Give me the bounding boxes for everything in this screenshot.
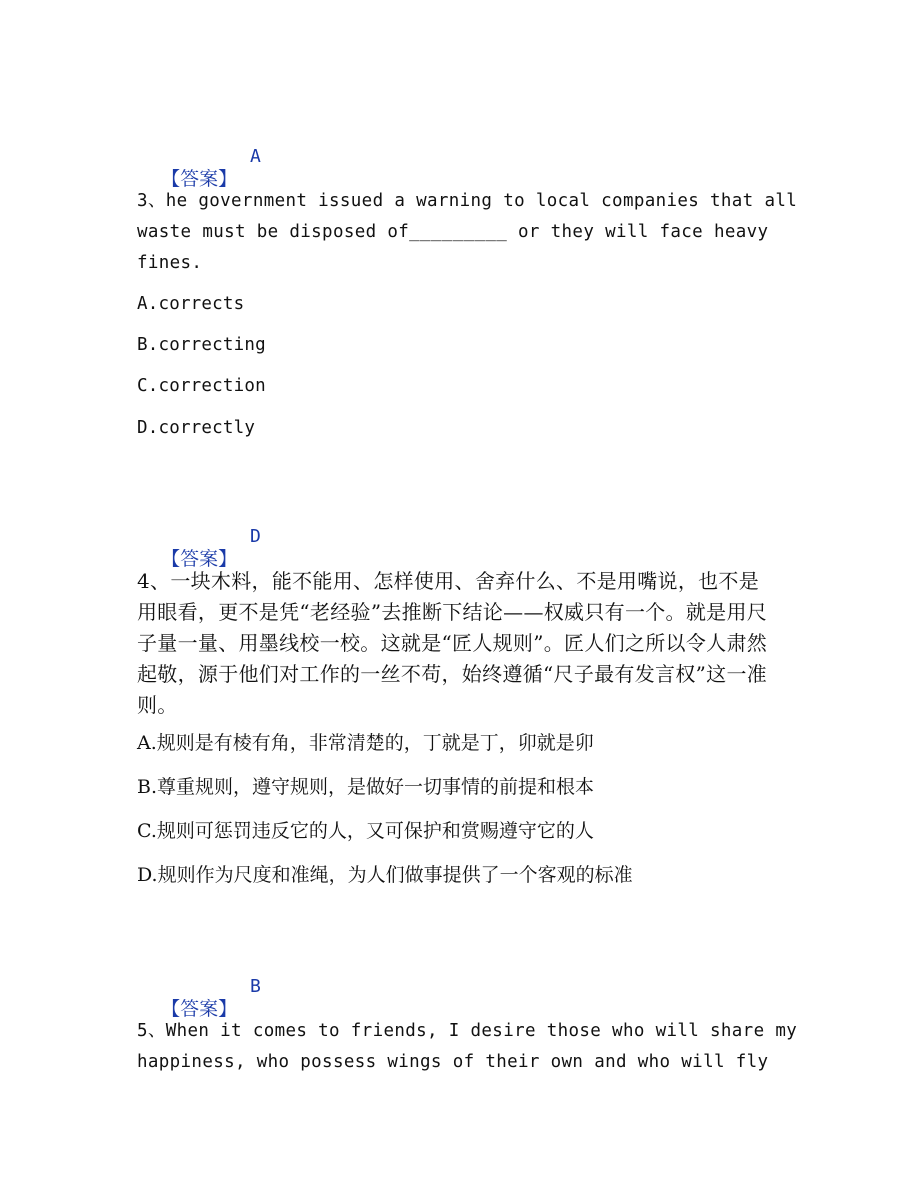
question-line: 4、一块木料，能不能用、怎样使用、舍弃什么、不是用嘴说，也不是 — [137, 569, 760, 593]
question-line: 3、he government issued a warning to local companies that all — [137, 191, 798, 211]
question-3-option-c: C.correction — [137, 376, 266, 396]
question-4-option-b: B.尊重规则，遵守规则，是做好一切事情的前提和根本 — [137, 776, 595, 798]
answer-value: A — [250, 146, 261, 167]
question-line: 起敬，源于他们对工作的一丝不苟，始终遵循“尺子最有发言权”这一准 — [137, 662, 768, 686]
question-3-option-d: D.correctly — [137, 418, 256, 438]
question-4-stem — [137, 566, 782, 721]
question-4-option-a: A.规则是有棱有角，非常清楚的，丁就是丁，卯就是卯 — [137, 732, 594, 754]
answer-label: 【答案】 — [161, 168, 238, 190]
question-line: 用眼看，更不是凭“老经验”去推断下结论——权威只有一个。就是用尺 — [137, 600, 768, 624]
question-line: waste must be disposed of_________ or they will face heavy — [137, 222, 769, 242]
answer-value: B — [250, 976, 261, 997]
question-line: happiness, who possess wings of their own and who will fly — [137, 1052, 769, 1072]
question-line: 则。 — [137, 693, 178, 717]
question-line: fines. — [137, 253, 203, 273]
question-3-option-b: B.correcting — [137, 335, 266, 355]
question-line: 子量一量、用墨线校一校。这就是“匠人规则”。匠人们之所以令人肃然 — [137, 631, 768, 655]
question-3-stem — [137, 186, 798, 279]
question-3-option-a: A.corrects — [137, 294, 245, 314]
question-4-option-c: C.规则可惩罚违反它的人，又可保护和赏赐遵守它的人 — [137, 820, 594, 842]
question-line: 5、When it comes to friends, I desire those who will share my — [137, 1021, 798, 1041]
answer-label: 【答案】 — [161, 548, 238, 570]
question-5-stem — [137, 1016, 798, 1078]
answer-label: 【答案】 — [161, 998, 238, 1020]
answer-value: D — [250, 526, 261, 547]
question-4-option-d: D.规则作为尺度和准绳，为人们做事提供了一个客观的标准 — [137, 864, 633, 886]
